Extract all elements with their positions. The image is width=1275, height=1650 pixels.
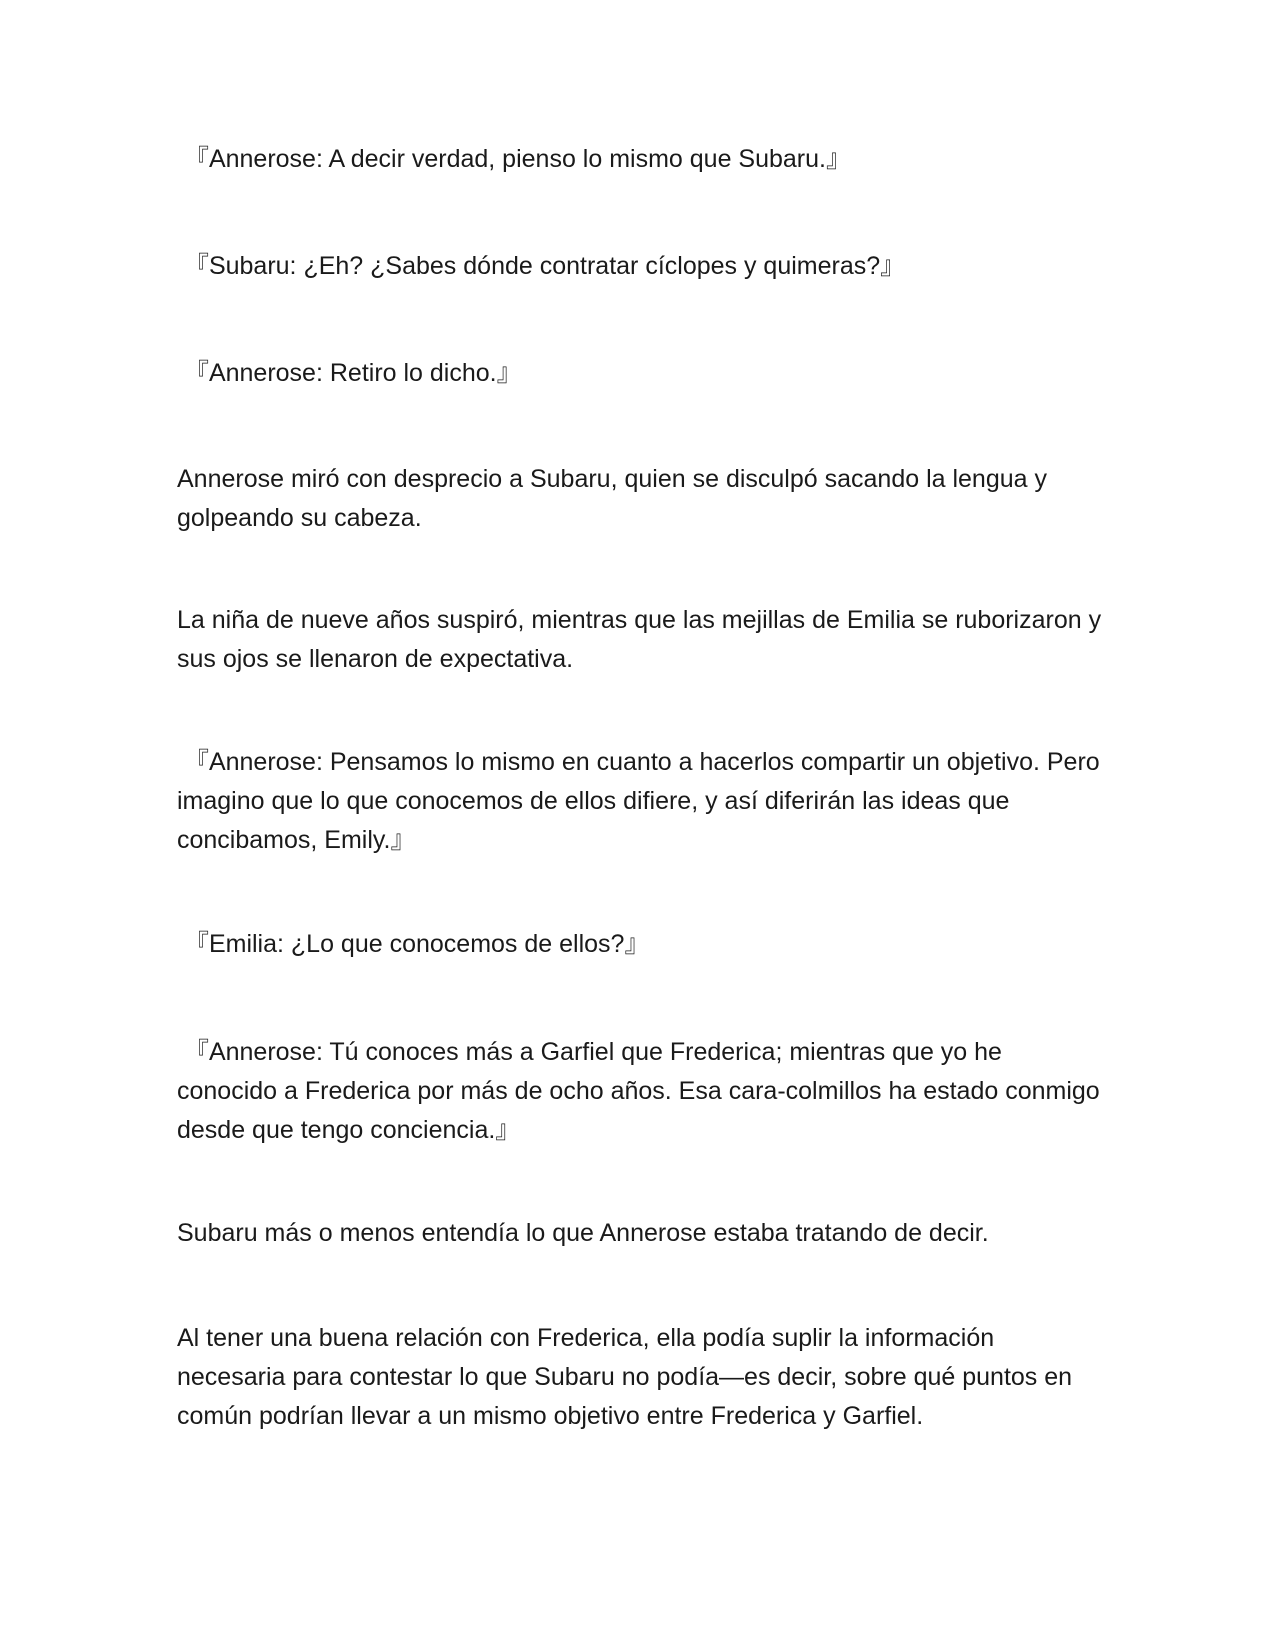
paragraph-narration-despise: Annerose miró con desprecio a Subaru, quien se disculpó sacando la lengua y golpeando su cabeza.: [177, 465, 1047, 532]
paragraph-annerose-frederica: 『Annerose: Tú conoces más a Garfiel que Frederica; mientras que yo he conocido a Frederica por más de ocho años. Esa cara-colmillos ha estado conmigo desde que tengo conciencia.』: [177, 1038, 1100, 1144]
paragraph-annerose-retract: 『Annerose: Retiro lo dicho.』: [177, 359, 522, 387]
paragraph-subaru-question: 『Subaru: ¿Eh? ¿Sabes dónde contratar cíclopes y quimeras?』: [177, 252, 906, 280]
paragraph-annerose-agree: 『Annerose: A decir verdad, pienso lo mismo que Subaru.』: [177, 145, 851, 173]
paragraph-emilia-question: 『Emilia: ¿Lo que conocemos de ellos?』: [177, 930, 650, 958]
paragraph-annerose-objective: 『Annerose: Pensamos lo mismo en cuanto a hacerlos compartir un objetivo. Pero imagino que lo que conocemos de ellos difiere, y así diferirán las ideas que concibamos, Emily.』: [177, 748, 1100, 854]
paragraph-narration-understood: Subaru más o menos entendía lo que Annerose estaba tratando de decir.: [177, 1219, 989, 1247]
paragraph-narration-sigh: La niña de nueve años suspiró, mientras que las mejillas de Emilia se ruborizaron y sus ojos se llenaron de expectativa.: [177, 606, 1102, 673]
paragraph-narration-relation: Al tener una buena relación con Frederica, ella podía suplir la información necesaria para contestar lo que Subaru no podía—es decir, sobre qué puntos en común podrían llevar a un mismo objetivo entre Frederica y Garfiel.: [177, 1324, 1073, 1430]
